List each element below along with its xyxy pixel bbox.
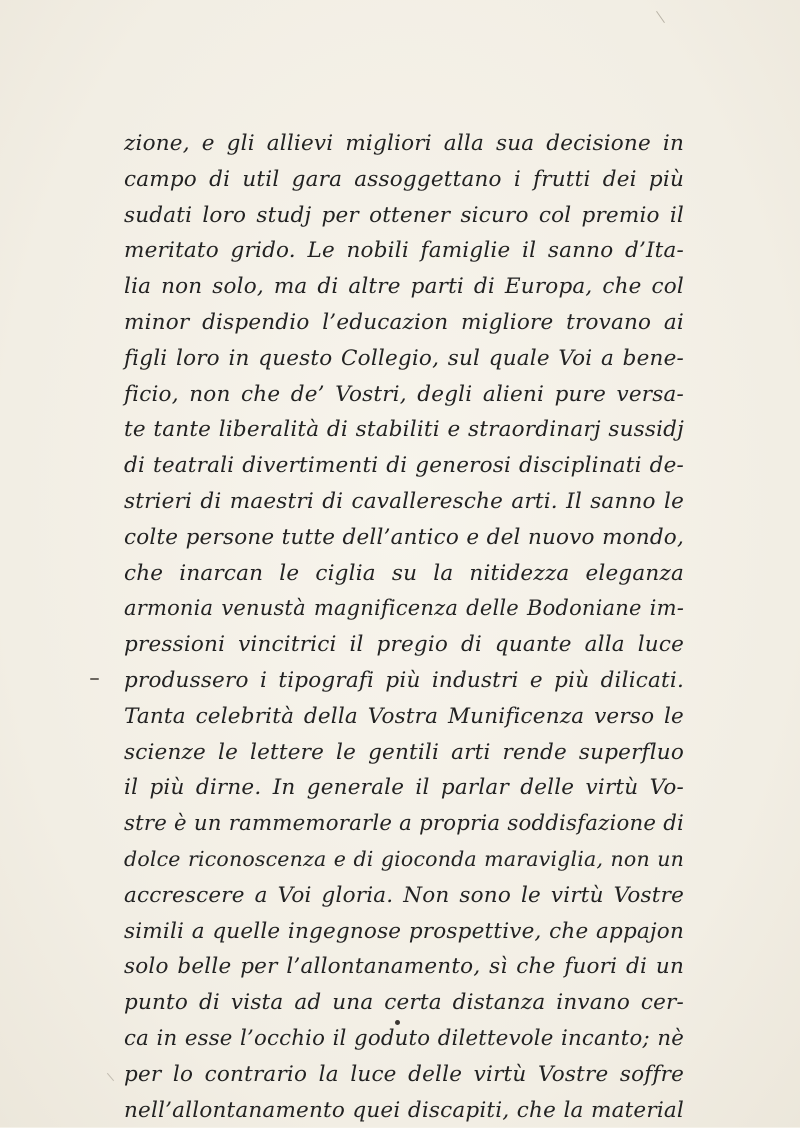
- text-line: punto di vista ad una certa distanza invano cer-: [124, 990, 684, 1016]
- text-line: zione, e gli allievi migliori alla sua decisione in: [124, 131, 684, 156]
- text-line: ficio, non che de’ Vostri, degli alieni pure versa-: [124, 381, 684, 407]
- text-line: meritato grido. Le nobili famiglie il sanno d’Ita-: [124, 238, 684, 264]
- text-line: di teatrali divertimenti di generosi disciplinati de-: [124, 453, 684, 479]
- body-text: [124, 126, 684, 1128]
- text-line: figli loro in questo Collegio, sul quale Voi a bene-: [124, 345, 684, 371]
- text-line: scienze le lettere le gentili arti rende superfluo: [124, 739, 684, 765]
- text-line: stre è un rammemorarle a propria soddisfazione di: [124, 811, 684, 837]
- text-line: lia non solo, ma di altre parti di Europa, che col: [124, 274, 684, 300]
- text-line: il più dirne. In generale il parlar delle virtù Vo-: [124, 775, 684, 801]
- text-line: per lo contrario la luce delle virtù Vostre soffre: [124, 1061, 684, 1087]
- text-line: che inarcan le ciglia su la nitidezza eleganza: [124, 560, 684, 586]
- text-line: simili a quelle ingegnose prospettive, che appajon: [124, 918, 684, 944]
- text-line: minor dispendio l’educazion migliore trovano ai: [124, 309, 684, 335]
- text-line: nell’allontanamento quei discapiti, che la material: [124, 1097, 684, 1123]
- text-line: produssero i tipografi più industri e più dilicati.: [124, 667, 684, 693]
- ink-dot: [395, 1020, 400, 1025]
- text-line: campo di util gara assoggettano i frutti dei più: [124, 166, 684, 192]
- margin-mark: [90, 678, 99, 680]
- text-line: dolce riconoscenza e di gioconda maraviglia, non un: [124, 846, 684, 871]
- paper-scratch: [107, 1073, 114, 1081]
- text-line: armonia venustà magnificenza delle Bodoniane im-: [124, 596, 684, 621]
- text-line: colte persone tutte dell’antico e del nuovo mondo,: [124, 524, 684, 550]
- text-line: Tanta celebrità della Vostra Munificenza verso le: [124, 703, 684, 729]
- text-line: solo belle per l’allontanamento, sì che fuori di un: [124, 954, 684, 980]
- paper-scratch: [656, 11, 665, 23]
- text-line: pressioni vincitrici il pregio di quante alla luce: [124, 632, 684, 658]
- text-line: accrescere a Voi gloria. Non sono le virtù Vostre: [124, 882, 684, 908]
- text-line: te tante liberalità di stabiliti e straordinarj sussidj: [124, 417, 684, 443]
- text-line: ca in esse l’occhio il goduto dilettevole incanto; nè: [124, 1025, 684, 1051]
- text-line: strieri di maestri di cavalleresche arti. Il sanno le: [124, 488, 684, 514]
- text-line: sudati loro studj per ottener sicuro col premio il: [124, 202, 684, 228]
